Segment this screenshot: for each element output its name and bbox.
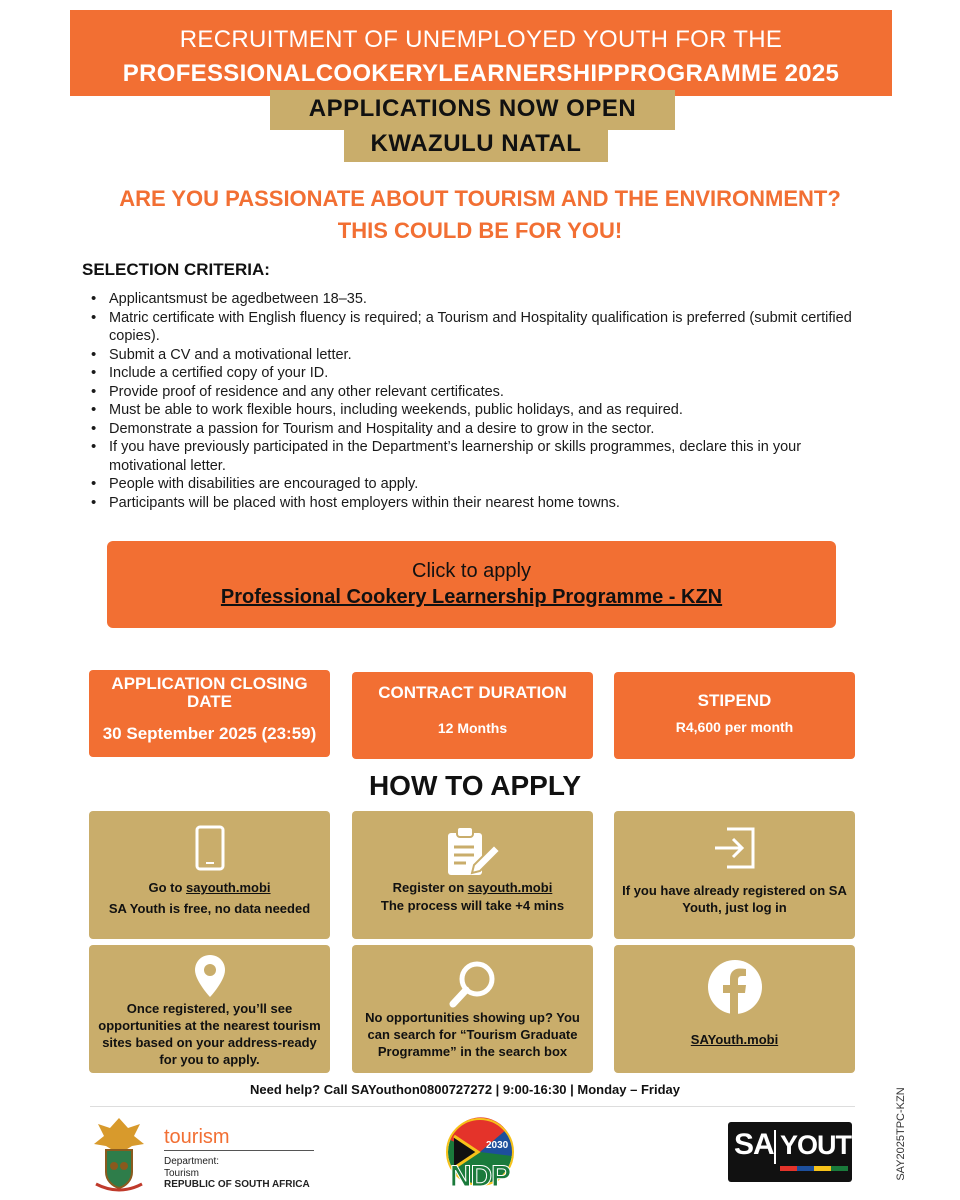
criteria-item: • Participants will be placed with host employers within their nearest home towns. <box>90 494 880 513</box>
step-card-facebook <box>614 945 855 1073</box>
sayouth-register-link[interactable]: sayouth.mobi <box>467 880 553 895</box>
closing-date-value: 30 September 2025 (23:59) <box>102 724 317 743</box>
ndp-wordmark: NDP <box>449 1160 511 1193</box>
reference-code-text: SAY2025TPC-KZN <box>895 1087 907 1181</box>
step-card-visit-site <box>89 811 330 939</box>
reference-code <box>886 1080 907 1190</box>
how-to-apply-title: HOW TO APPLY <box>368 770 582 801</box>
search-icon <box>352 959 593 1009</box>
criteria-item: • People with disabilities are encouraged to apply. <box>90 475 880 494</box>
facebook-icon[interactable] <box>614 959 855 1015</box>
stipend-title: STIPEND <box>697 691 772 710</box>
criteria-item: • Applicantsmust be agedbetween 18–35. <box>90 290 880 309</box>
criteria-item: • Submit a CV and a motivational letter. <box>90 346 880 365</box>
stipend-box <box>614 672 855 759</box>
step2-note: The process will take +4 mins <box>380 898 565 913</box>
province-tag: KWAZULU NATAL <box>344 126 608 162</box>
help-line: Need help? Call SAYouthon0800727272 | 9:00-16:30 | Monday – Friday <box>250 1082 680 1097</box>
contract-duration-value: 12 Months <box>437 720 508 736</box>
dept-name: Tourism <box>164 1168 200 1179</box>
contract-duration-box <box>352 672 593 759</box>
banner-line-2: PROFESSIONALCOOKERYLEARNERSHIPPROGRAMME 2025 <box>122 60 840 87</box>
headline-tagline: THIS COULD BE FOR YOU! <box>337 218 623 243</box>
stipend-value: R4,600 per month <box>675 719 794 735</box>
headline-question: ARE YOU PASSIONATE ABOUT TOURISM AND THE ENVIRONMENT? <box>119 186 841 211</box>
login-icon <box>614 825 855 871</box>
dept-country: REPUBLIC OF SOUTH AFRICA <box>164 1179 310 1190</box>
step-card-search <box>352 945 593 1073</box>
applications-open-tag: APPLICATIONS NOW OPEN <box>270 90 675 130</box>
sa-youth-youth: YOUTH <box>780 1130 870 1160</box>
ndp-year: 2030 <box>486 1140 509 1151</box>
criteria-item: • Demonstrate a passion for Tourism and Hospitality and a desire to grow in the sector. <box>90 420 880 439</box>
step-card-opportunities <box>89 945 330 1073</box>
step1-prefix: Go to <box>148 880 187 895</box>
criteria-item: • Must be able to work flexible hours, including weekends, public holidays, and as required. <box>90 401 880 420</box>
apply-link[interactable]: Professional Cookery Learnership Programme - KZN <box>220 586 723 608</box>
selection-criteria-list <box>90 290 880 512</box>
step1-note: SA Youth is free, no data needed <box>108 901 311 916</box>
step2-prefix: Register on <box>392 880 468 895</box>
clipboard-icon <box>352 825 593 877</box>
step-card-register <box>352 811 593 939</box>
tourism-department-logo <box>88 1114 318 1194</box>
criteria-item: • If you have previously participated in the Department’s learnership or skills programmes, declare this in your motivational letter. <box>90 438 880 475</box>
location-pin-icon <box>89 953 330 999</box>
title-banner <box>70 10 892 96</box>
step5-text: No opportunities showing up? You can search for “Tourism Graduate Programme” in the search box <box>365 1010 580 1059</box>
contract-duration-title: CONTRACT DURATION <box>378 683 567 702</box>
logo-divider <box>164 1150 314 1151</box>
sa-youth-sa: SA <box>734 1128 774 1161</box>
sa-youth-logo <box>728 1122 870 1182</box>
apply-cta-label: Click to apply <box>412 560 531 582</box>
facebook-link[interactable]: SAYouth.mobi <box>690 1032 779 1047</box>
dept-label: Department: <box>164 1156 220 1167</box>
tourism-wordmark: tourism <box>164 1126 230 1148</box>
banner-line-1: RECRUITMENT OF UNEMPLOYED YOUTH FOR THE <box>179 26 783 53</box>
criteria-item: • Include a certified copy of your ID. <box>90 364 880 383</box>
footer-divider <box>90 1106 855 1107</box>
step-card-login <box>614 811 855 939</box>
closing-date-title: APPLICATION CLOSING DATE <box>111 674 308 711</box>
criteria-item: • Matric certificate with English fluency is required; a Tourism and Hospitality qualification is preferred (submit certified copies). <box>90 309 880 346</box>
sa-youth-separator <box>774 1130 776 1164</box>
phone-icon <box>89 825 330 871</box>
coat-of-arms-icon <box>88 1114 150 1194</box>
apply-button[interactable] <box>107 541 836 628</box>
selection-criteria-title: SELECTION CRITERIA: <box>82 260 270 279</box>
criteria-item: • Provide proof of residence and any other relevant certificates. <box>90 383 880 402</box>
step4-text: Once registered, you’ll see opportunities at the nearest tourism sites based on your address-ready for you to apply. <box>98 1001 321 1067</box>
ndp-2030-logo <box>440 1116 520 1194</box>
closing-date-box <box>89 670 330 757</box>
step3-text: If you have already registered on SA Youth, just log in <box>622 883 847 915</box>
sa-youth-color-stripe <box>780 1166 848 1171</box>
sayouth-link[interactable]: sayouth.mobi <box>186 880 271 895</box>
